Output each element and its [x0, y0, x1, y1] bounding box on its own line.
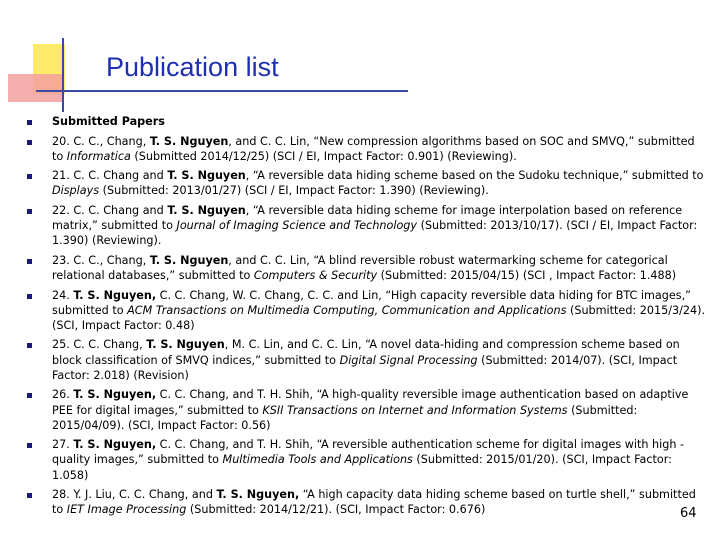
item-venue: Journal of Imaging Science and Technology [176, 219, 418, 233]
item-authors-pre: 22. C. C. Chang and [52, 203, 168, 217]
slide-title: Publication list [106, 52, 279, 82]
item-details: (Submitted: 2013/10/17). (SCI / EI, Impact Factor: 1.390) (Reviewing). [52, 219, 698, 248]
item-details: (Submitted 2014/12/25) (SCI / EI, Impact Factor: 0.901) (Reviewing). [130, 149, 517, 163]
item-authors-pre: 20. C. C., Chang, [52, 134, 150, 148]
item-venue: Digital Signal Processing [339, 353, 478, 367]
item-author-bold: T. S. Nguyen [149, 253, 229, 267]
section-heading: Submitted Papers [52, 115, 165, 128]
item-venue: KSII Transactions on Internet and Information Systems [262, 403, 568, 417]
bullet-icon [27, 259, 32, 264]
item-details: (Submitted: 2013/01/27) (SCI / EI, Impact Factor: 1.390) (Reviewing). [99, 184, 489, 198]
bullet-icon [27, 493, 32, 498]
decorative-vertical-line [62, 38, 64, 112]
bullet-icon [27, 443, 32, 448]
publication-item [23, 253, 709, 283]
item-text: , “A reversible data hiding scheme based on the Sudoku technique,” submitted to [245, 169, 704, 183]
bullet-icon [27, 174, 32, 179]
item-venue: ACM Transactions on Multimedia Computing, Communication and Applications [127, 303, 567, 317]
publication-item [23, 387, 709, 433]
item-author-bold: T. S. Nguyen [167, 203, 246, 217]
bullet-icon [27, 343, 32, 348]
item-authors-pre: 23. C. C., Chang, [52, 253, 150, 267]
item-authors-pre: 26. [52, 388, 74, 402]
item-details: (Submitted: 2015/3/24). (SCI, Impact Factor: 0.48) [52, 303, 706, 332]
item-details: (Submitted: 2015/04/09). (SCI, Impact Factor: 0.56) [52, 403, 638, 432]
publication-item [23, 168, 709, 198]
item-text: C. C. Chang, and T. H. Shih, “A reversible authentication scheme for digital images with high -quality images,” submitted to [52, 438, 685, 467]
item-text: C. C. Chang, and T. H. Shih, “A high-quality reversible image authentication based on adaptive PEE for digital images,” submitted to [52, 388, 689, 417]
item-text: “A high capacity data hiding scheme based on turtle shell,” submitted to [52, 488, 696, 517]
list-heading [23, 114, 709, 129]
bullet-icon [27, 393, 32, 398]
decorative-horizontal-line [36, 90, 408, 92]
item-text: , M. C. Lin, and C. C. Lin, “A novel data-hiding and compression scheme based on block classification of SMVQ indices,” submitted to [52, 338, 680, 367]
item-author-bold: T. S. Nguyen, [73, 388, 157, 402]
item-text: , “A reversible data hiding scheme for image interpolation based on reference matrix,” submitted to [52, 203, 683, 233]
item-venue: Multimedia Tools and Applications [222, 453, 413, 467]
item-authors-pre: 25. C. C. Chang, [52, 338, 147, 352]
bullet-icon [27, 120, 32, 125]
item-text: , and C. C. Lin, “New compression algorithms based on SOC and SMVQ,” submitted to [52, 134, 695, 163]
item-author-bold: T. S. Nguyen [146, 338, 225, 352]
item-venue: IET Image Processing [66, 503, 187, 517]
item-details: (Submitted: 2015/04/15) (SCI , Impact Factor: 1.488) [377, 269, 677, 283]
publication-item [23, 134, 709, 164]
page-number: 64 [680, 506, 697, 521]
item-author-bold: T. S. Nguyen, [216, 488, 300, 502]
publication-item [23, 203, 709, 249]
publication-list [23, 114, 709, 522]
item-author-bold: T. S. Nguyen, [73, 438, 157, 452]
item-details: (Submitted: 2015/01/20). (SCI, Impact Factor: 1.058) [52, 453, 672, 482]
publication-item [23, 337, 709, 383]
item-authors-pre: 27. [52, 438, 74, 452]
item-venue: Computers & Security [253, 269, 378, 283]
item-text: C. C. Chang, W. C. Chang, C. C. and Lin, “High capacity reversible data hiding for BTC images,” submitted to [52, 288, 691, 317]
decorative-red-block [8, 74, 64, 102]
bullet-icon [27, 140, 32, 145]
item-details: (Submitted: 2014/12/21). (SCI, Impact Factor: 0.676) [186, 503, 486, 517]
item-details: (Submitted: 2014/07). (SCI, Impact Factor: 2.018) (Revision) [52, 353, 678, 382]
item-author-bold: T. S. Nguyen, [73, 288, 157, 302]
item-authors-pre: 24. [52, 288, 74, 302]
publication-item [23, 487, 709, 517]
item-authors-pre: 21. C. C. Chang and [52, 169, 168, 183]
item-author-bold: T. S. Nguyen [167, 169, 246, 183]
bullet-icon [27, 209, 32, 214]
item-text: , and C. C. Lin, “A blind reversible robust watermarking scheme for categorical relational databases,” submitted to [52, 253, 668, 283]
item-venue: Informatica [66, 149, 131, 163]
bullet-icon [27, 294, 32, 299]
publication-item [23, 437, 709, 483]
publication-item [23, 288, 709, 334]
item-authors-pre: 28. Y. J. Liu, C. C. Chang, and [52, 488, 217, 502]
item-venue: Displays [52, 184, 100, 198]
item-author-bold: T. S. Nguyen [149, 134, 229, 148]
